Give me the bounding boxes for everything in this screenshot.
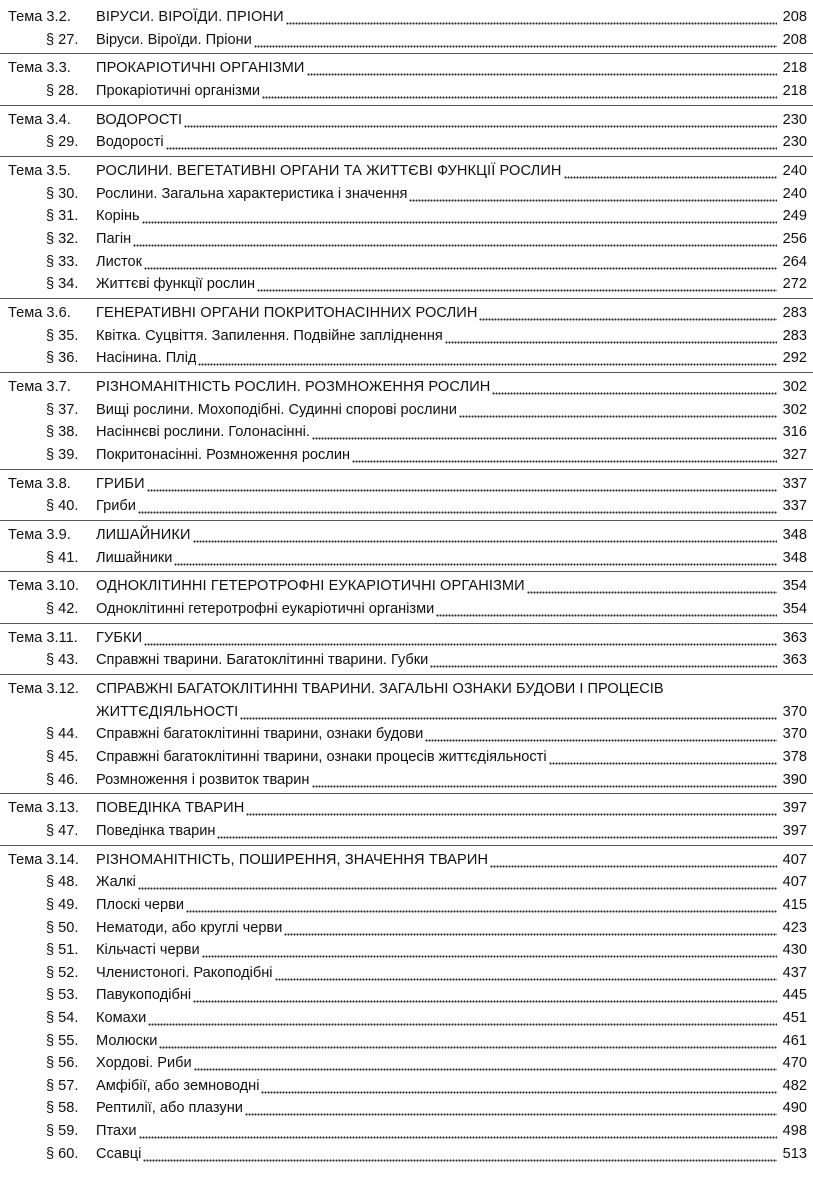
page-number: 218 [782,83,807,99]
group-divider [0,520,813,521]
section-title-text: Комахи [96,1010,147,1026]
topic-title-text: ГЕНЕРАТИВНІ ОРГАНИ ПОКРИТОНАСІННИХ РОСЛИН [96,305,478,321]
toc-topic-row[interactable] [0,57,813,79]
toc-section-row[interactable] [0,444,813,466]
group-divider [0,298,813,299]
dot-leader [194,1052,777,1074]
toc-section-row[interactable] [0,80,813,102]
page-number: 451 [782,1010,807,1026]
dot-leader [240,701,777,723]
toc-section-row[interactable] [0,1030,813,1052]
topic-number: Тема 3.5. [8,163,71,180]
dot-leader [436,598,777,620]
toc-section-row[interactable] [0,183,813,205]
dot-leader [147,473,777,495]
dot-leader [254,29,777,51]
topic-title [96,849,777,871]
section-title-text: Одноклітинні гетеротрофні еукаріотичні організми [96,601,435,617]
section-title [96,598,777,620]
section-title [96,894,777,916]
dot-leader [275,962,778,984]
page-number: 230 [782,111,807,128]
section-title [96,251,777,273]
page-number: 240 [782,163,807,180]
toc-section-row[interactable] [0,1007,813,1029]
dot-leader [246,797,777,819]
section-number: § 35. [46,327,79,344]
group-divider [0,793,813,794]
topic-title-line1: СПРАВЖНІ БАГАТОКЛІТИННІ ТВАРИНИ. ЗАГАЛЬНІ ОЗНАКИ БУДОВИ І ПРОЦЕСІВ [96,681,664,698]
section-number: § 31. [46,208,79,225]
dot-leader [138,495,777,517]
topic-title-text: РІЗНОМАНІТНІСТЬ РОСЛИН. РОЗМНОЖЕННЯ РОСЛИН [96,379,491,395]
page-number: 218 [782,60,807,77]
page-number: 256 [782,231,807,247]
dot-leader [430,649,777,671]
section-title-text: Плоскі черви [96,897,185,913]
group-divider [0,469,813,470]
section-title-text: Членистоногі. Ракоподібні [96,964,273,981]
topic-title-text: ЖИТТЄДІЯЛЬНОСТІ [96,703,239,720]
dot-leader [148,1007,777,1029]
section-title-text: Насіннєві рослини. Голонасінні. [96,424,310,441]
section-number: § 54. [46,1010,79,1026]
dot-leader [286,6,777,28]
section-title [96,80,777,102]
toc-topic-row-continued[interactable] [0,701,813,723]
page-number: 292 [782,350,807,367]
dot-leader [245,1097,777,1119]
dot-leader [144,251,777,273]
section-title-text: Молюски [96,1032,158,1049]
dot-leader [186,894,777,916]
topic-number: Тема 3.6. [8,305,71,321]
page-number: 348 [782,527,807,543]
toc-section-row[interactable] [0,1052,813,1074]
topic-number: Тема 3.13. [8,800,79,817]
dot-leader [143,1143,777,1165]
page-number: 390 [782,771,807,788]
page-number: 407 [782,874,807,891]
page-number: 378 [782,749,807,765]
toc-topic-row[interactable] [0,6,813,28]
section-title [96,939,777,961]
topic-title-text: ПРОКАРІОТИЧНІ ОРГАНІЗМИ [96,60,305,77]
section-title [96,399,777,421]
section-title [96,547,777,569]
toc-section-row[interactable] [0,962,813,984]
section-number: § 44. [46,726,79,743]
section-title-text: Квітка. Суцвіття. Запилення. Подвійне запліднення [96,327,443,344]
page-number: 370 [782,703,807,720]
page-number: 445 [782,987,807,1004]
page-number: 354 [782,578,807,595]
section-title [96,1007,777,1029]
dot-leader [174,547,777,569]
group-divider [0,53,813,54]
page-number: 208 [782,9,807,25]
section-title-text: Справжні тварини. Багатоклітинні тварини. Губки [96,652,429,669]
topic-title [96,627,777,649]
topic-title-text: РОСЛИНИ. ВЕГЕТАТИВНІ ОРГАНИ ТА ЖИТТЄВІ ФУНКЦІЇ РОСЛИН [96,163,562,180]
topic-number: Тема 3.14. [8,851,79,868]
dot-leader [479,302,777,324]
page-number: 283 [782,327,807,344]
topic-number: Тема 3.3. [8,60,71,77]
toc-section-row[interactable] [0,939,813,961]
page-number: 208 [782,31,807,48]
dot-leader [166,131,777,153]
topic-title-text: РІЗНОМАНІТНІСТЬ, ПОШИРЕННЯ, ЗНАЧЕННЯ ТВАРИН [96,851,489,868]
section-number: § 48. [46,874,79,891]
dot-leader [217,820,777,842]
toc-topic-row[interactable] [0,797,813,819]
section-number: § 43. [46,652,79,669]
dot-leader [549,746,777,768]
section-number: § 39. [46,446,79,463]
section-number: § 47. [46,823,79,839]
topic-title [96,57,777,79]
toc-section-row[interactable] [0,723,813,745]
section-title-text: Вищі рослини. Мохоподібні. Судинні спорові рослини [96,401,457,418]
section-title [96,1143,777,1165]
page-number: 240 [782,185,807,202]
section-number: § 55. [46,1032,79,1049]
section-title [96,984,777,1006]
dot-leader [492,376,777,398]
toc-section-row[interactable] [0,598,813,620]
dot-leader [527,575,777,597]
toc-section-row[interactable] [0,399,813,421]
page-number: 513 [782,1145,807,1162]
section-title-text: Гриби [96,498,136,515]
page-number: 498 [782,1123,807,1139]
section-title [96,917,777,939]
section-number: § 37. [46,401,79,418]
toc-section-row[interactable] [0,769,813,791]
toc-section-row[interactable] [0,273,813,295]
section-title-text: Листок [96,253,143,270]
topic-number: Тема 3.9. [8,527,71,543]
section-title-text: Справжні багатоклітинні тварини, ознаки будови [96,726,424,743]
dot-leader [312,769,778,791]
page-number: 397 [782,823,807,839]
section-number: § 45. [46,749,79,765]
section-number: § 51. [46,942,79,959]
toc-topic-row[interactable] [0,678,813,700]
toc-section-row[interactable] [0,649,813,671]
page-number: 461 [782,1032,807,1049]
section-title [96,273,777,295]
section-title-text: Рослини. Загальна характеристика і значення [96,185,408,202]
section-title-text: Прокаріотичні організми [96,83,261,99]
toc-section-row[interactable] [0,871,813,893]
section-title-text: Птахи [96,1123,137,1139]
dot-leader [262,80,777,102]
page-number: 272 [782,276,807,293]
toc-section-row[interactable] [0,325,813,347]
toc-section-row[interactable] [0,131,813,153]
section-number: § 53. [46,987,79,1004]
topic-number: Тема 3.2. [8,9,71,25]
section-title-text: Лишайники [96,549,173,566]
page-number: 370 [782,726,807,743]
toc-section-row[interactable] [0,746,813,768]
section-title-text: Павукоподібні [96,987,192,1004]
section-title [96,1120,777,1142]
toc-topic-row[interactable] [0,627,813,649]
page-number: 423 [782,919,807,936]
toc-section-row[interactable] [0,228,813,250]
toc-section-row[interactable] [0,251,813,273]
dot-leader [184,109,777,131]
topic-title [96,575,777,597]
section-title [96,962,777,984]
page-number: 283 [782,305,807,321]
topic-title [96,109,777,131]
section-number: § 56. [46,1055,79,1072]
page-number: 354 [782,601,807,617]
toc-section-row[interactable] [0,495,813,517]
dot-leader [257,273,777,295]
toc-section-row[interactable] [0,347,813,369]
section-number: § 46. [46,771,79,788]
toc-section-row[interactable] [0,894,813,916]
page-number: 327 [782,446,807,463]
section-title-text: Справжні багатоклітинні тварини, ознаки процесів життєдіяльності [96,749,547,765]
section-title [96,228,777,250]
page-number: 230 [782,134,807,151]
section-title [96,723,777,745]
topic-title-text: ВІРУСИ. ВІРОЇДИ. ПРІОНИ [96,9,284,25]
section-title [96,1097,777,1119]
section-title-text: Пагін [96,231,132,247]
section-title-text: Хордові. Риби [96,1055,192,1072]
toc-section-row[interactable] [0,547,813,569]
group-divider [0,156,813,157]
dot-leader [159,1030,777,1052]
toc-section-row[interactable] [0,1075,813,1097]
topic-title [96,701,777,723]
dot-leader [409,183,777,205]
dot-leader [193,984,777,1006]
dot-leader [133,228,777,250]
group-divider [0,571,813,572]
toc-topic-row[interactable] [0,473,813,495]
section-title-text: Покритонасінні. Розмноження рослин [96,446,351,463]
topic-title [96,376,777,398]
group-divider [0,623,813,624]
page-number: 337 [782,498,807,515]
topic-number: Тема 3.8. [8,475,71,492]
topic-title-text: ГРИБИ [96,475,145,492]
toc-section-row[interactable] [0,29,813,51]
dot-leader [144,627,777,649]
section-number: § 60. [46,1145,79,1162]
dot-leader [307,57,777,79]
page-number: 430 [782,942,807,959]
dot-leader [564,160,777,182]
toc-section-row[interactable] [0,820,813,842]
page-number: 397 [782,800,807,817]
section-title [96,183,777,205]
topic-number: Тема 3.7. [8,379,71,395]
toc-section-row[interactable] [0,1097,813,1119]
section-title-text: Корінь [96,208,140,225]
section-number: § 33. [46,253,79,270]
page-number: 490 [782,1100,807,1117]
section-title [96,347,777,369]
toc-topic-row[interactable] [0,109,813,131]
section-number: § 38. [46,424,79,441]
topic-number: Тема 3.11. [8,629,78,646]
topic-title [96,160,777,182]
page-number: 363 [782,652,807,669]
topic-number: Тема 3.12. [8,681,79,698]
topic-title [96,797,777,819]
page-number: 482 [782,1077,807,1094]
section-title-text: Поведінка тварин [96,823,216,839]
section-title-text: Кільчасті черви [96,942,200,959]
toc-topic-row[interactable] [0,160,813,182]
dot-leader [312,421,777,443]
section-number: § 29. [46,134,79,151]
topic-title-text: ГУБКИ [96,629,143,646]
topic-title [96,524,777,546]
section-title [96,325,777,347]
section-number: § 41. [46,549,79,566]
group-divider [0,105,813,106]
section-title [96,769,777,791]
toc-section-row[interactable] [0,1120,813,1142]
section-title-text: Жалкі [96,874,136,891]
dot-leader [138,871,777,893]
section-title [96,495,777,517]
section-title-text: Насінина. Плід [96,350,197,367]
topic-number: Тема 3.4. [8,111,71,128]
page-number: 415 [782,897,807,913]
topic-title [96,6,777,28]
page-number: 437 [782,964,807,981]
toc-section-row[interactable] [0,1143,813,1165]
section-number: § 42. [46,601,79,617]
group-divider [0,674,813,675]
toc-section-row[interactable] [0,421,813,443]
group-divider [0,372,813,373]
toc-topic-row[interactable] [0,524,813,546]
page-number: 316 [782,424,807,441]
toc-section-row[interactable] [0,917,813,939]
toc-section-row[interactable] [0,984,813,1006]
section-title-text: Ссавці [96,1145,142,1162]
topic-title-text: ОДНОКЛІТИННІ ГЕТЕРОТРОФНІ ЕУКАРІОТИЧНІ ОРГАНІЗМИ [96,578,525,595]
toc-topic-row[interactable] [0,575,813,597]
section-title [96,1052,777,1074]
section-title [96,131,777,153]
dot-leader [261,1075,777,1097]
section-title [96,649,777,671]
section-title [96,871,777,893]
topic-title [96,302,777,324]
page-number: 302 [782,401,807,418]
toc-section-row[interactable] [0,205,813,227]
page-number: 363 [782,629,807,646]
page-number: 264 [782,253,807,270]
section-title [96,444,777,466]
section-title-text: Розмноження і розвиток тварин [96,771,310,788]
section-title-text: Життєві функції рослин [96,276,256,293]
page-number: 337 [782,475,807,492]
section-number: § 34. [46,276,79,293]
section-title [96,820,777,842]
topic-title-text: ВОДОРОСТІ [96,111,183,128]
page-number: 407 [782,851,807,868]
dot-leader [490,849,777,871]
section-title [96,1075,777,1097]
dot-leader [352,444,777,466]
section-title [96,421,777,443]
topic-title [96,473,777,495]
dot-leader [445,325,777,347]
page-number: 348 [782,549,807,566]
section-number: § 59. [46,1123,79,1139]
section-number: § 40. [46,498,79,515]
dot-leader [425,723,777,745]
section-number: § 49. [46,897,79,913]
page-number: 249 [782,208,807,225]
section-title-text: Віруси. Віроїди. Пріони [96,31,252,48]
toc-topic-row[interactable] [0,302,813,324]
section-title-text: Рептилії, або плазуни [96,1100,243,1117]
section-number: § 27. [46,31,79,48]
section-number: § 57. [46,1077,79,1094]
section-title-text: Амфібії, або земноводні [96,1077,260,1094]
section-number: § 36. [46,350,79,367]
dot-leader [198,347,777,369]
section-number: § 30. [46,185,79,202]
section-title [96,1030,777,1052]
dot-leader [193,524,777,546]
page-number: 470 [782,1055,807,1072]
section-title-text: Нематоди, або круглі черви [96,919,283,936]
dot-leader [459,399,777,421]
dot-leader [142,205,777,227]
section-title [96,205,777,227]
section-title [96,746,777,768]
group-divider [0,845,813,846]
topic-title-text: ЛИШАЙНИКИ [96,527,191,543]
topic-title-text: ПОВЕДІНКА ТВАРИН [96,800,245,817]
toc-topic-row[interactable] [0,376,813,398]
section-number: § 52. [46,964,79,981]
section-title-text: Водорості [96,134,164,151]
topic-number: Тема 3.10. [8,578,79,595]
dot-leader [139,1120,777,1142]
section-title [96,29,777,51]
section-number: § 58. [46,1100,79,1117]
dot-leader [284,917,777,939]
section-number: § 50. [46,919,79,936]
page-number: 302 [782,379,807,395]
toc-topic-row[interactable] [0,849,813,871]
section-number: § 32. [46,231,79,247]
dot-leader [202,939,777,961]
section-number: § 28. [46,83,79,99]
